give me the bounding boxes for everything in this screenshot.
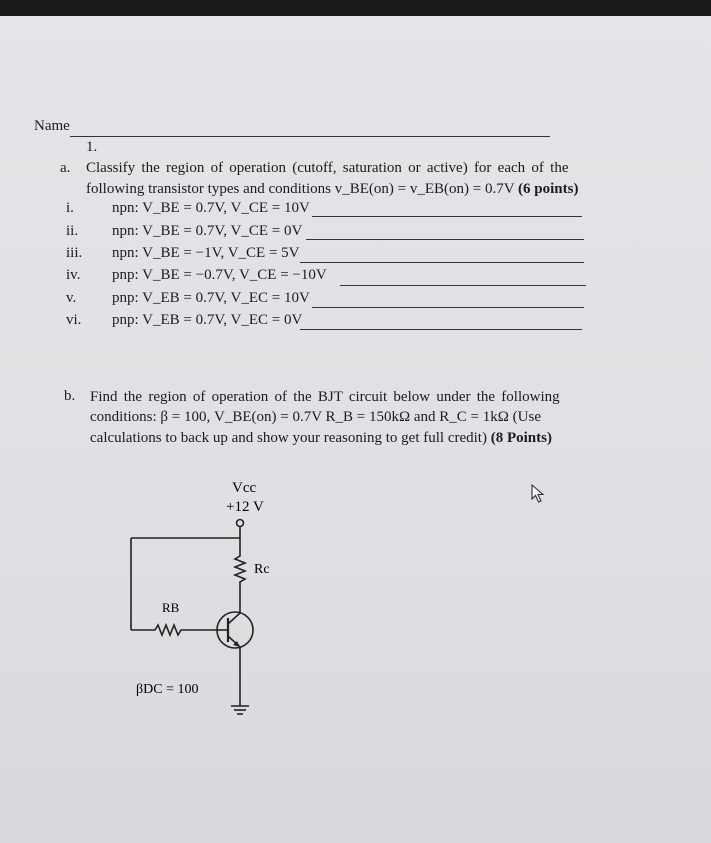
question-number: 1. — [86, 139, 98, 155]
item-iii-roman: iii. — [66, 245, 83, 261]
item-vi-roman: vi. — [66, 312, 82, 328]
item-vi-text: pnp: V_EB = 0.7V, V_EC = 0V — [112, 312, 303, 328]
item-ii-roman: ii. — [66, 223, 79, 239]
part-b-letter: b. — [64, 388, 76, 404]
item-ii-text: npn: V_BE = 0.7V, V_CE = 0V — [112, 223, 303, 239]
item-v-text: pnp: V_EB = 0.7V, V_EC = 10V — [112, 290, 310, 306]
part-a-condition: v_BE(on) = v_EB(on) = 0.7V — [334, 181, 515, 197]
part-b-points: (8 Points) — [490, 430, 552, 446]
beta-label: βDC = 100 — [136, 682, 199, 697]
part-b-line3-text: calculations to back up and show your reasoning to get full credit) — [90, 430, 487, 446]
rb-resistor — [131, 625, 214, 635]
part-a-line2-text: following transistor types and conditions — [86, 181, 331, 197]
item-iv-text: pnp: V_BE = −0.7V, V_CE = −10V — [112, 267, 327, 283]
part-b-line1: Find the region of operation of the BJT circuit below under the following — [90, 389, 560, 405]
item-v-roman: v. — [66, 290, 77, 306]
part-a-line1: Classify the region of operation (cutoff, saturation or active) for each of the — [86, 160, 569, 176]
vcc-label: Vcc — [232, 480, 257, 496]
rb-label: RB — [162, 600, 180, 615]
part-b-line2: conditions: β = 100, V_BE(on) = 0.7V R_B = 150kΩ and R_C = 1kΩ (Use — [90, 409, 541, 425]
item-iii-text: npn: V_BE = −1V, V_CE = 5V — [112, 245, 300, 261]
rc-resistor — [235, 538, 245, 600]
collector-lead — [228, 613, 240, 624]
vcc-terminal — [237, 520, 244, 527]
part-a-letter: a. — [60, 160, 71, 176]
mouse-cursor-icon — [530, 484, 548, 504]
item-iv-roman: iv. — [66, 267, 81, 283]
vcc-value: +12 V — [226, 499, 264, 515]
name-label: Name — [34, 118, 70, 134]
item-i-roman: i. — [66, 200, 74, 216]
item-i-text: npn: V_BE = 0.7V, V_CE = 10V — [112, 200, 310, 216]
rc-label: Rc — [254, 562, 270, 577]
part-a-points: (6 points) — [518, 181, 579, 197]
